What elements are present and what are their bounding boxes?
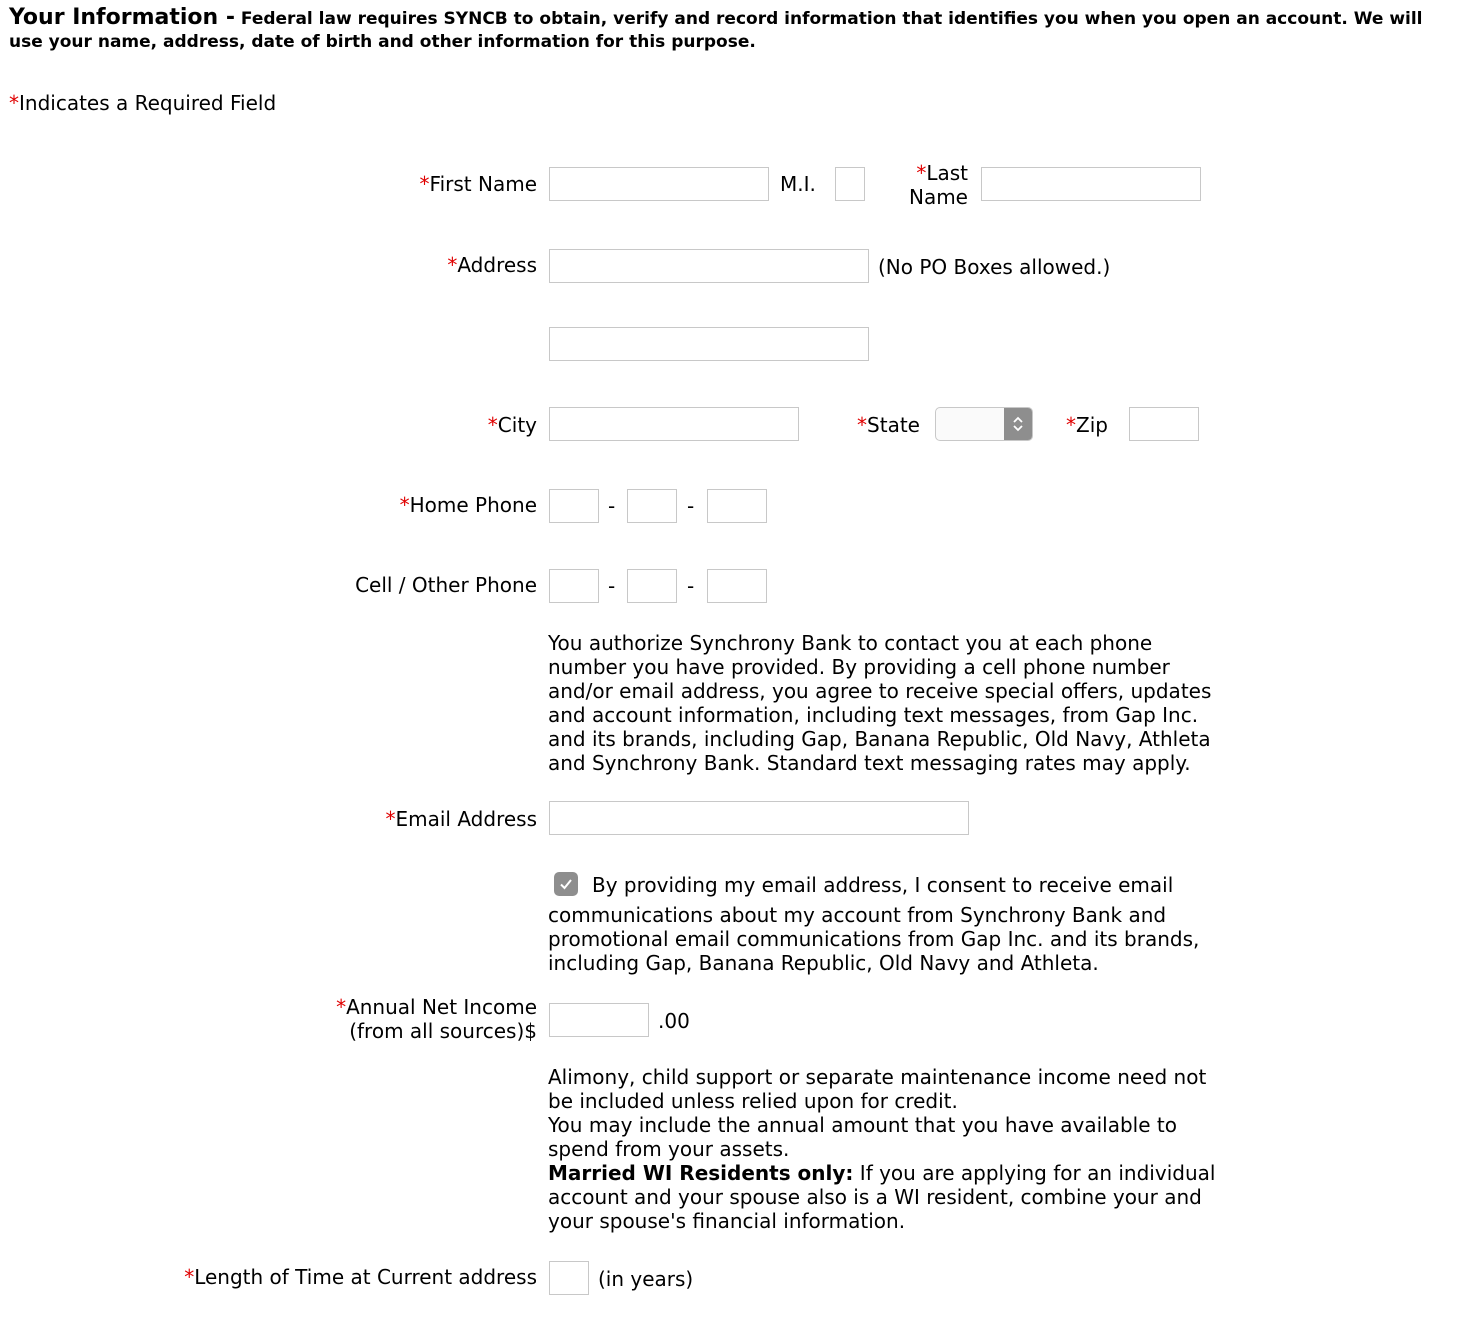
required-field-note bbox=[9, 90, 276, 116]
phone-consent-text: You authorize Synchrony Bank to contact you at each phone number you have provided. By providing a cell phone number and/or email address, you agree to receive special offers, updates and account information, including text messages, from Gap Inc. and its brands, including Gap, Banana Republic, Old Navy, Athleta and Synchrony Bank. Standard text messaging rates may apply. bbox=[548, 631, 1212, 775]
required-marker: * bbox=[385, 807, 396, 831]
last-name-label-line2: Name bbox=[908, 185, 968, 209]
required-marker: * bbox=[487, 413, 498, 437]
home-phone-label-text: Home Phone bbox=[409, 493, 537, 517]
email-consent-first-line: By providing my email address, I consent to receive email bbox=[592, 873, 1174, 897]
zip-label-text: Zip bbox=[1076, 413, 1108, 437]
phone-separator: - bbox=[608, 574, 616, 598]
phone-separator: - bbox=[687, 574, 695, 598]
income-label bbox=[336, 995, 537, 1043]
wi-residents-heading: Married WI Residents only: bbox=[548, 1161, 854, 1185]
email-consent-checkbox[interactable] bbox=[554, 872, 578, 896]
required-marker: * bbox=[399, 493, 410, 517]
home-phone-label bbox=[400, 493, 537, 517]
section-title: Your Information - bbox=[9, 5, 235, 30]
required-marker: * bbox=[9, 91, 19, 115]
required-marker: * bbox=[1066, 413, 1077, 437]
cell-phone-line-input[interactable] bbox=[707, 569, 767, 603]
address-line1-input[interactable] bbox=[549, 249, 869, 283]
first-name-label bbox=[420, 172, 537, 196]
required-marker: * bbox=[857, 413, 868, 437]
mi-input[interactable] bbox=[835, 167, 865, 201]
address-note: (No PO Boxes allowed.) bbox=[878, 255, 1111, 279]
zip-label bbox=[1066, 413, 1108, 437]
time-at-address-label bbox=[184, 1265, 537, 1289]
email-label-text: Email Address bbox=[395, 807, 537, 831]
state-select[interactable] bbox=[935, 407, 1033, 441]
required-note-text: Indicates a Required Field bbox=[19, 91, 277, 115]
time-at-address-suffix: (in years) bbox=[598, 1267, 694, 1291]
required-marker: * bbox=[447, 253, 458, 277]
header-text: Federal law requires SYNCB to obtain, verify and record information that identifies you when you open an account. We will use your name, address, date of birth and other information for this purpose. bbox=[9, 9, 1423, 52]
time-at-address-label-text: Length of Time at Current address bbox=[194, 1265, 537, 1289]
wi-residents-text: If you are applying for an individual account and your spouse also is a WI resident, combine your and your spouse's financial information. bbox=[548, 1161, 1216, 1233]
cell-phone-prefix-input[interactable] bbox=[627, 569, 677, 603]
state-label-text: State bbox=[867, 413, 920, 437]
check-icon bbox=[558, 876, 574, 892]
home-phone-prefix-input[interactable] bbox=[627, 489, 677, 523]
home-phone-line-input[interactable] bbox=[707, 489, 767, 523]
state-label bbox=[857, 413, 920, 437]
required-marker: * bbox=[336, 995, 347, 1019]
time-at-address-input[interactable] bbox=[549, 1261, 589, 1295]
income-label-line1: Annual Net Income bbox=[346, 995, 537, 1019]
email-consent-text: communications about my account from Synchrony Bank and promotional email communications from Gap Inc. and its brands, including Gap, Banana Republic, Old Navy and Athleta. bbox=[548, 903, 1200, 975]
address-label bbox=[447, 253, 537, 277]
income-note bbox=[548, 1065, 1224, 1233]
zip-input[interactable] bbox=[1129, 407, 1199, 441]
required-marker: * bbox=[184, 1265, 195, 1289]
first-name-label-text: First Name bbox=[429, 172, 537, 196]
phone-separator: - bbox=[608, 494, 616, 518]
required-marker: * bbox=[419, 172, 430, 196]
income-note-p2: You may include the annual amount that you have available to spend from your assets. bbox=[548, 1113, 1177, 1161]
mi-label: M.I. bbox=[780, 172, 816, 196]
income-note-p3 bbox=[548, 1161, 1224, 1233]
last-name-label-line1: Last bbox=[926, 161, 968, 185]
home-phone-area-input[interactable] bbox=[549, 489, 599, 523]
city-input[interactable] bbox=[549, 407, 799, 441]
cell-phone-label: Cell / Other Phone bbox=[355, 573, 537, 597]
city-label-text: City bbox=[497, 413, 537, 437]
first-name-input[interactable] bbox=[549, 167, 769, 201]
address-line2-input[interactable] bbox=[549, 327, 869, 361]
income-label-line2: (from all sources)$ bbox=[349, 1019, 537, 1043]
chevron-up-down-icon bbox=[1004, 408, 1032, 440]
email-label bbox=[386, 807, 538, 831]
income-input[interactable] bbox=[549, 1003, 649, 1037]
cell-phone-area-input[interactable] bbox=[549, 569, 599, 603]
address-label-text: Address bbox=[457, 253, 537, 277]
last-name-label bbox=[909, 161, 968, 209]
income-suffix: .00 bbox=[658, 1009, 690, 1033]
phone-separator: - bbox=[687, 494, 695, 518]
last-name-input[interactable] bbox=[981, 167, 1201, 201]
required-marker: * bbox=[916, 161, 927, 185]
email-input[interactable] bbox=[549, 801, 969, 835]
income-note-p1: Alimony, child support or separate maintenance income need not be included unless relied upon for credit. bbox=[548, 1065, 1207, 1113]
page-header bbox=[9, 6, 1459, 54]
city-label bbox=[488, 413, 537, 437]
